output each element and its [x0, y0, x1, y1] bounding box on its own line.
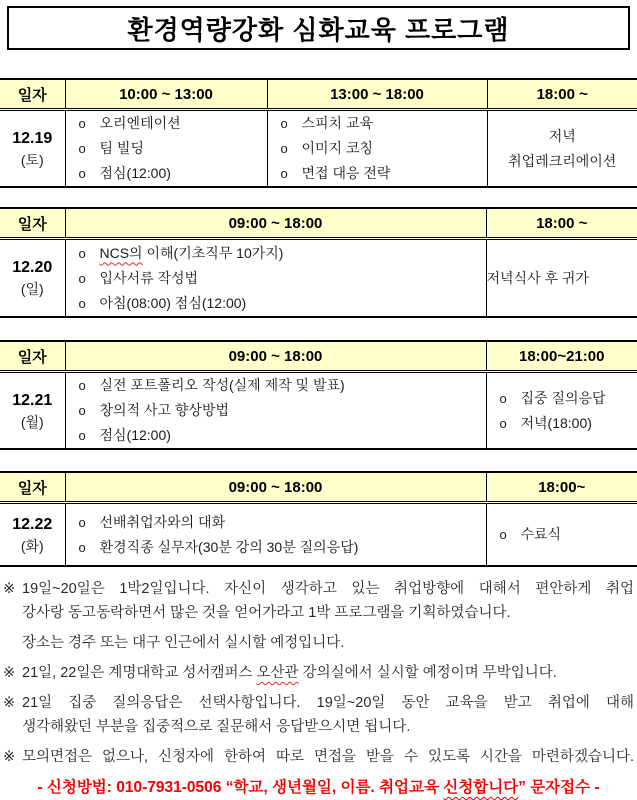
note-text: 21일, 22일은 계명대학교 성서캠퍼스: [22, 665, 257, 681]
col-header-daytime: 09:00 ~ 18:00: [65, 208, 486, 239]
session-item-list: [66, 373, 486, 448]
note-line: 모의면접은 없으나, 신청자에 한하여 따로 면접을 받을 수 있도록 시간을 마련하겠습니다.: [22, 749, 634, 765]
contact-application-line: [3, 775, 634, 800]
col-header-daytime: 09:00 ~ 18:00: [65, 341, 486, 372]
note-line: 장소는 경주 또는 대구 인근에서 실시할 예정입니다.: [22, 635, 345, 651]
bullet-marker: o: [78, 428, 86, 443]
note-line: [22, 661, 634, 685]
bullet-marker: o: [78, 166, 86, 181]
schedule-item-label: 아침(08:00) 점심(12:00): [99, 294, 247, 311]
bullet-marker: o: [280, 141, 288, 156]
bullet-marker: o: [499, 390, 507, 406]
schedule-item-label: 면접 대응 전략: [301, 165, 391, 181]
note-marker: ※: [3, 749, 16, 765]
bullet-marker: o: [78, 245, 86, 261]
schedule-item-label: 오리엔테이션: [99, 115, 181, 131]
schedule-item: [79, 266, 482, 291]
afternoon-session-cell: [267, 110, 487, 188]
evening-session-cell: [486, 503, 637, 567]
spellcheck-wavy-text: 오산관: [256, 665, 299, 681]
schedule-item-label: 창의적 사고 향상방법: [99, 402, 229, 418]
session-item-list: [66, 510, 486, 560]
schedule-item-label: 집중 질의응답: [520, 389, 606, 406]
schedule-item-label: 점심(12:00): [99, 427, 171, 443]
bullet-marker: o: [280, 166, 288, 181]
schedule-table-dec19: [0, 78, 637, 188]
note-marker: ※: [3, 665, 16, 681]
evening-session-cell: [486, 239, 637, 318]
schedule-item-label: 저녁(18:00): [520, 414, 592, 431]
session-item-list: [487, 386, 637, 436]
note-qna-optional: [3, 691, 634, 739]
bullet-marker: o: [78, 403, 86, 418]
col-header-date: 일자: [0, 79, 65, 110]
evening-line: 저녁: [548, 127, 576, 144]
note-line: 생각해왔던 부분을 집중적으로 질문해서 응답받으시면 됩니다.: [22, 719, 411, 735]
bullet-marker: o: [78, 141, 86, 156]
spellcheck-wavy-text: 신청합니다: [443, 779, 519, 796]
date-label: 12.19: [12, 129, 53, 147]
schedule-item: [79, 291, 482, 316]
weekday-label: (월): [20, 413, 44, 430]
note-mock-interview: [3, 745, 634, 769]
col-header-morning: 10:00 ~ 13:00: [65, 79, 267, 110]
schedule-item-label: 점심(12:00): [99, 165, 171, 181]
note-marker: ※: [3, 695, 16, 711]
daytime-session-cell: [65, 503, 486, 567]
date-cell: [0, 503, 65, 567]
schedule-item: [281, 136, 483, 161]
schedule-table-dec20: [0, 207, 637, 318]
note-location: [3, 631, 634, 655]
schedule-item-label: 환경직종 실무자(30분 강의 30분 질의응답): [99, 538, 359, 555]
col-header-evening: 18:00~: [486, 472, 637, 503]
date-label: 12.21: [12, 391, 53, 409]
schedule-item: [281, 161, 483, 186]
note-campus: [3, 661, 634, 685]
header-row: [0, 208, 637, 239]
notes-section: [3, 577, 634, 800]
daytime-session-cell: [65, 239, 486, 318]
schedule-item: [79, 373, 482, 398]
session-item-list: [268, 111, 487, 186]
col-header-afternoon: 13:00 ~ 18:00: [267, 79, 487, 110]
schedule-item-label: 팀 빌딩: [99, 140, 144, 156]
schedule-table-dec22: [0, 471, 637, 567]
schedule-item: [79, 111, 263, 136]
col-header-evening: 18:00 ~: [487, 79, 637, 110]
evening-session-cell: [487, 110, 637, 188]
schedule-item: [79, 161, 263, 186]
weekday-label: (일): [20, 281, 44, 297]
bullet-marker: o: [499, 527, 507, 542]
schedule-item: [500, 411, 634, 436]
note-overnight-program: [3, 577, 634, 625]
schedule-item: [79, 398, 482, 423]
schedule-table-dec21: [0, 340, 637, 450]
bullet-marker: o: [78, 539, 86, 555]
note-line: 강사랑 동고동락하면서 많은 것을 얻어가라고 1박 프로그램을 기획하였습니다.: [22, 605, 511, 621]
col-header-date: 일자: [0, 208, 65, 239]
schedule-row: [0, 110, 637, 188]
page-title: 환경역량강화 심화교육 프로그램: [127, 14, 510, 45]
schedule-item-label: 입사서류 작성법: [99, 269, 199, 286]
schedule-item: [79, 241, 482, 266]
bullet-marker: o: [78, 514, 86, 530]
col-header-evening: 18:00 ~: [486, 208, 637, 239]
schedule-item-label: 선배취업자와의 대화: [99, 513, 226, 530]
bullet-marker: o: [499, 415, 507, 431]
date-cell: [0, 110, 65, 188]
document-title-box: [7, 6, 630, 50]
schedule-item: [281, 111, 483, 136]
contact-text: ” 문자접수 -: [518, 779, 600, 796]
note-line: 21일 집중 질의응답은 선택사항입니다. 19일~20일 동안 교육을 받고 취업에 대해: [22, 695, 634, 711]
schedule-item: [79, 136, 263, 161]
schedule-row: [0, 239, 637, 318]
bullet-marker: o: [78, 378, 86, 393]
schedule-item-label: 스피치 교육: [301, 115, 374, 131]
col-header-date: 일자: [0, 341, 65, 372]
session-item-list: [487, 522, 637, 547]
contact-text: - 신청방법: 010-7931-0506 “학교, 생년월일, 이름. 취업교육: [37, 779, 444, 796]
schedule-item: [500, 386, 634, 411]
schedule-row: [0, 372, 637, 450]
schedule-item: [79, 510, 482, 535]
header-row: [0, 341, 637, 372]
daytime-session-cell: [65, 372, 486, 450]
weekday-label: (화): [20, 537, 44, 554]
col-header-daytime: 09:00 ~ 18:00: [65, 472, 486, 503]
date-cell: [0, 239, 65, 318]
col-header-date: 일자: [0, 472, 65, 503]
session-item-list: [66, 111, 267, 186]
date-label: 12.20: [12, 259, 53, 276]
schedule-item-label: 이해(기초직무 10가지): [142, 244, 284, 261]
date-label: 12.22: [12, 515, 53, 533]
schedule-row: [0, 503, 637, 567]
bullet-marker: o: [78, 116, 86, 131]
note-line: 19일~20일은 1박2일입니다. 자신이 생각하고 있는 취업방향에 대해서 편안하게 취업: [22, 581, 634, 597]
spellcheck-wavy-text: NCS의: [99, 244, 143, 261]
date-cell: [0, 372, 65, 450]
header-row: [0, 472, 637, 503]
schedule-item-label: 실전 포트폴리오 작성(실제 제작 및 발표): [99, 377, 345, 393]
col-header-evening: 18:00~21:00: [486, 341, 637, 372]
bullet-marker: o: [78, 295, 86, 311]
header-row: [0, 79, 637, 110]
schedule-item: [500, 522, 634, 547]
schedule-item-label: 이미지 코칭: [301, 140, 374, 156]
note-text: 강의실에서 실시할 예정이며 무박입니다.: [298, 665, 557, 681]
schedule-item: [79, 423, 482, 448]
morning-session-cell: [65, 110, 267, 188]
evening-text: 저녁식사 후 귀가: [486, 270, 589, 286]
bullet-marker: o: [78, 270, 86, 286]
bullet-marker: o: [280, 116, 288, 131]
schedule-item: [79, 535, 482, 560]
evening-line: 취업레크리에이션: [508, 152, 617, 169]
evening-session-cell: [486, 372, 637, 450]
session-item-list: [66, 241, 486, 316]
note-marker: ※: [3, 581, 16, 597]
schedule-item-label: 수료식: [520, 526, 562, 542]
weekday-label: (토): [20, 151, 44, 168]
